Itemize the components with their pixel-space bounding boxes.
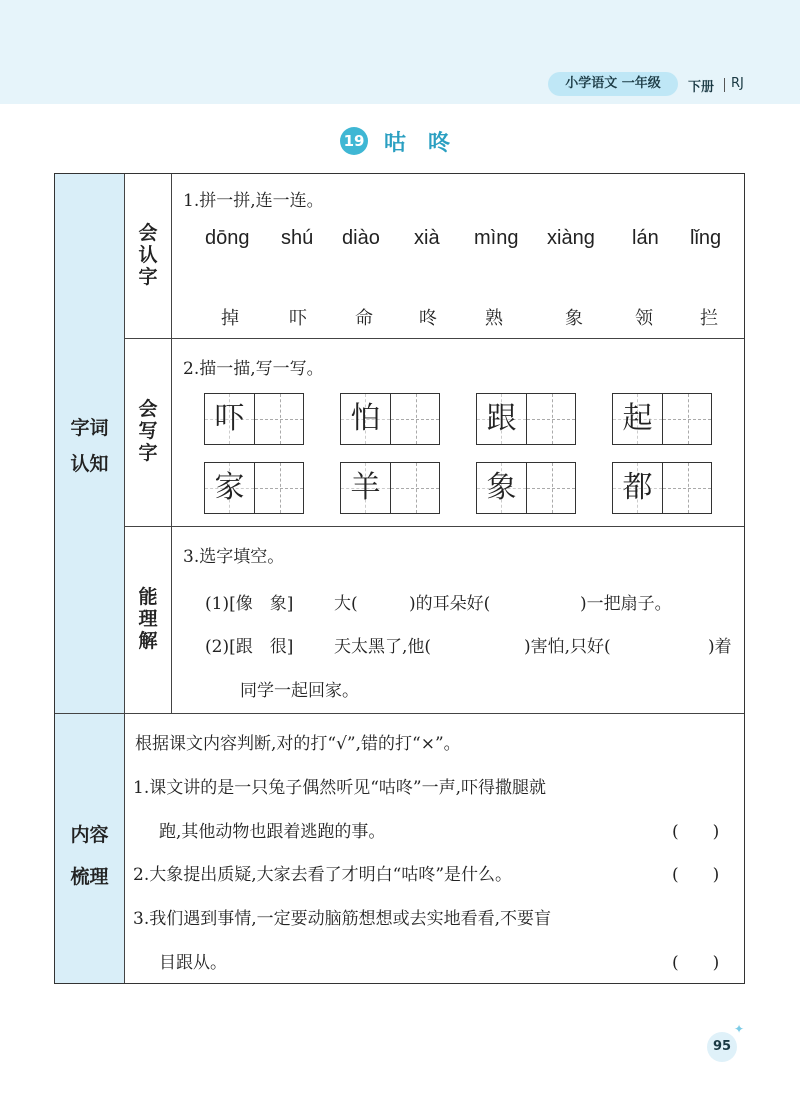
- writing-grid-char: 都: [622, 470, 653, 505]
- judge-instruction: 根据课文内容判断,对的打“√”,错的打“×”。: [135, 734, 461, 754]
- lesson-number: 19: [340, 127, 368, 155]
- sparkle-icon: ✦: [734, 1022, 745, 1036]
- judge-blank-2[interactable]: ( ): [672, 865, 720, 885]
- recognize-label-text: 会认字: [138, 222, 158, 288]
- divider-h2: [124, 526, 744, 527]
- section1-label-line1: 字词: [70, 417, 109, 439]
- writing-grid-char: 吓: [214, 401, 245, 436]
- top-band: [0, 0, 800, 104]
- pinyin-1: dōng: [205, 227, 250, 249]
- question-3: 3.选字填空。: [183, 547, 285, 567]
- pinyin-2: shú: [281, 227, 314, 249]
- writing-grid-char: 羊: [350, 470, 381, 505]
- writing-grid-char: 象: [486, 470, 517, 505]
- section1-label-line2: 认知: [70, 453, 109, 475]
- fill-item-1-a: 大(: [334, 594, 358, 614]
- subject-grade-badge: 小学语文 一年级: [548, 72, 678, 96]
- judge-blank-3[interactable]: ( ): [672, 953, 720, 973]
- divider-h1: [124, 338, 744, 339]
- pinyin-8: lǐng: [690, 227, 722, 249]
- lesson-title-text: 咕咚: [384, 129, 473, 156]
- fill-item-2-b: )害怕,只好(: [524, 637, 611, 657]
- writing-grid-1[interactable]: [204, 393, 304, 445]
- writing-grid-char: 怕: [350, 401, 381, 436]
- understand-label: [125, 586, 171, 652]
- writing-grid-4[interactable]: [612, 393, 712, 445]
- pinyin-7: lán: [632, 227, 659, 249]
- pinyin-4: xià: [414, 227, 440, 249]
- writing-grid-6[interactable]: [340, 462, 440, 514]
- pinyin-6: xiàng: [547, 227, 595, 249]
- understand-label-text: 能理解: [138, 586, 158, 652]
- char-6: 象: [565, 308, 583, 329]
- writing-grid-char: 跟: [486, 401, 517, 436]
- section2-label-line2: 梳理: [70, 866, 109, 888]
- fill-item-1-c: )一把扇子。: [580, 594, 672, 614]
- section2-label-line1: 内容: [70, 824, 109, 846]
- char-4: 咚: [419, 308, 437, 329]
- char-1: 掉: [221, 308, 239, 329]
- writing-grid-char: 起: [622, 401, 653, 436]
- write-label-text: 会写字: [138, 398, 158, 464]
- section2-label: [55, 714, 124, 983]
- pinyin-3: diào: [342, 227, 380, 249]
- writing-grid-5[interactable]: [204, 462, 304, 514]
- section1-label: [55, 174, 124, 713]
- char-8: 拦: [700, 308, 718, 329]
- divider-h3: [55, 713, 744, 714]
- write-label: [125, 398, 171, 464]
- char-7: 领: [635, 308, 653, 329]
- char-5: 熟: [485, 308, 503, 329]
- divider-v2: [171, 174, 172, 713]
- header-divider: [724, 78, 725, 92]
- writing-grid-3[interactable]: [476, 393, 576, 445]
- writing-grid-7[interactable]: [476, 462, 576, 514]
- divider-v1: [124, 174, 125, 983]
- writing-grid-8[interactable]: [612, 462, 712, 514]
- judge-item-1-line1: 1.课文讲的是一只兔子偶然听见“咕咚”一声,吓得撒腿就: [133, 778, 547, 798]
- fill-item-2-c: )着: [708, 637, 732, 657]
- char-3: 命: [355, 308, 373, 329]
- judge-item-3-line2: 目跟从。: [159, 953, 227, 973]
- judge-item-3-line1: 3.我们遇到事情,一定要动脑筋想想或去实地看看,不要盲: [133, 909, 552, 929]
- judge-item-1-line2: 跑,其他动物也跟着逃跑的事。: [159, 822, 386, 842]
- char-2: 吓: [289, 308, 307, 329]
- fill-item-1-choice: (1)[像 象]: [205, 594, 294, 614]
- writing-grid-2[interactable]: [340, 393, 440, 445]
- question-2: 2.描一描,写一写。: [183, 359, 324, 379]
- edition-label: RJ: [731, 76, 744, 91]
- question-1: 1.拼一拼,连一连。: [183, 191, 324, 211]
- judge-item-2-line1: 2.大象提出质疑,大家去看了才明白“咕咚”是什么。: [133, 865, 513, 885]
- lesson-title: [340, 126, 472, 156]
- fill-item-2-choice: (2)[跟 很]: [205, 637, 294, 657]
- recognize-label: [125, 222, 171, 288]
- judge-blank-1[interactable]: ( ): [672, 822, 720, 842]
- fill-item-2-a: 天太黑了,他(: [334, 637, 432, 657]
- page-number: 95: [707, 1032, 737, 1062]
- pinyin-5: mìng: [474, 227, 519, 249]
- writing-grid-char: 家: [214, 470, 245, 505]
- fill-item-1-b: )的耳朵好(: [409, 594, 491, 614]
- volume-label: 下册: [688, 80, 715, 95]
- fill-item-2-d: 同学一起回家。: [240, 681, 359, 701]
